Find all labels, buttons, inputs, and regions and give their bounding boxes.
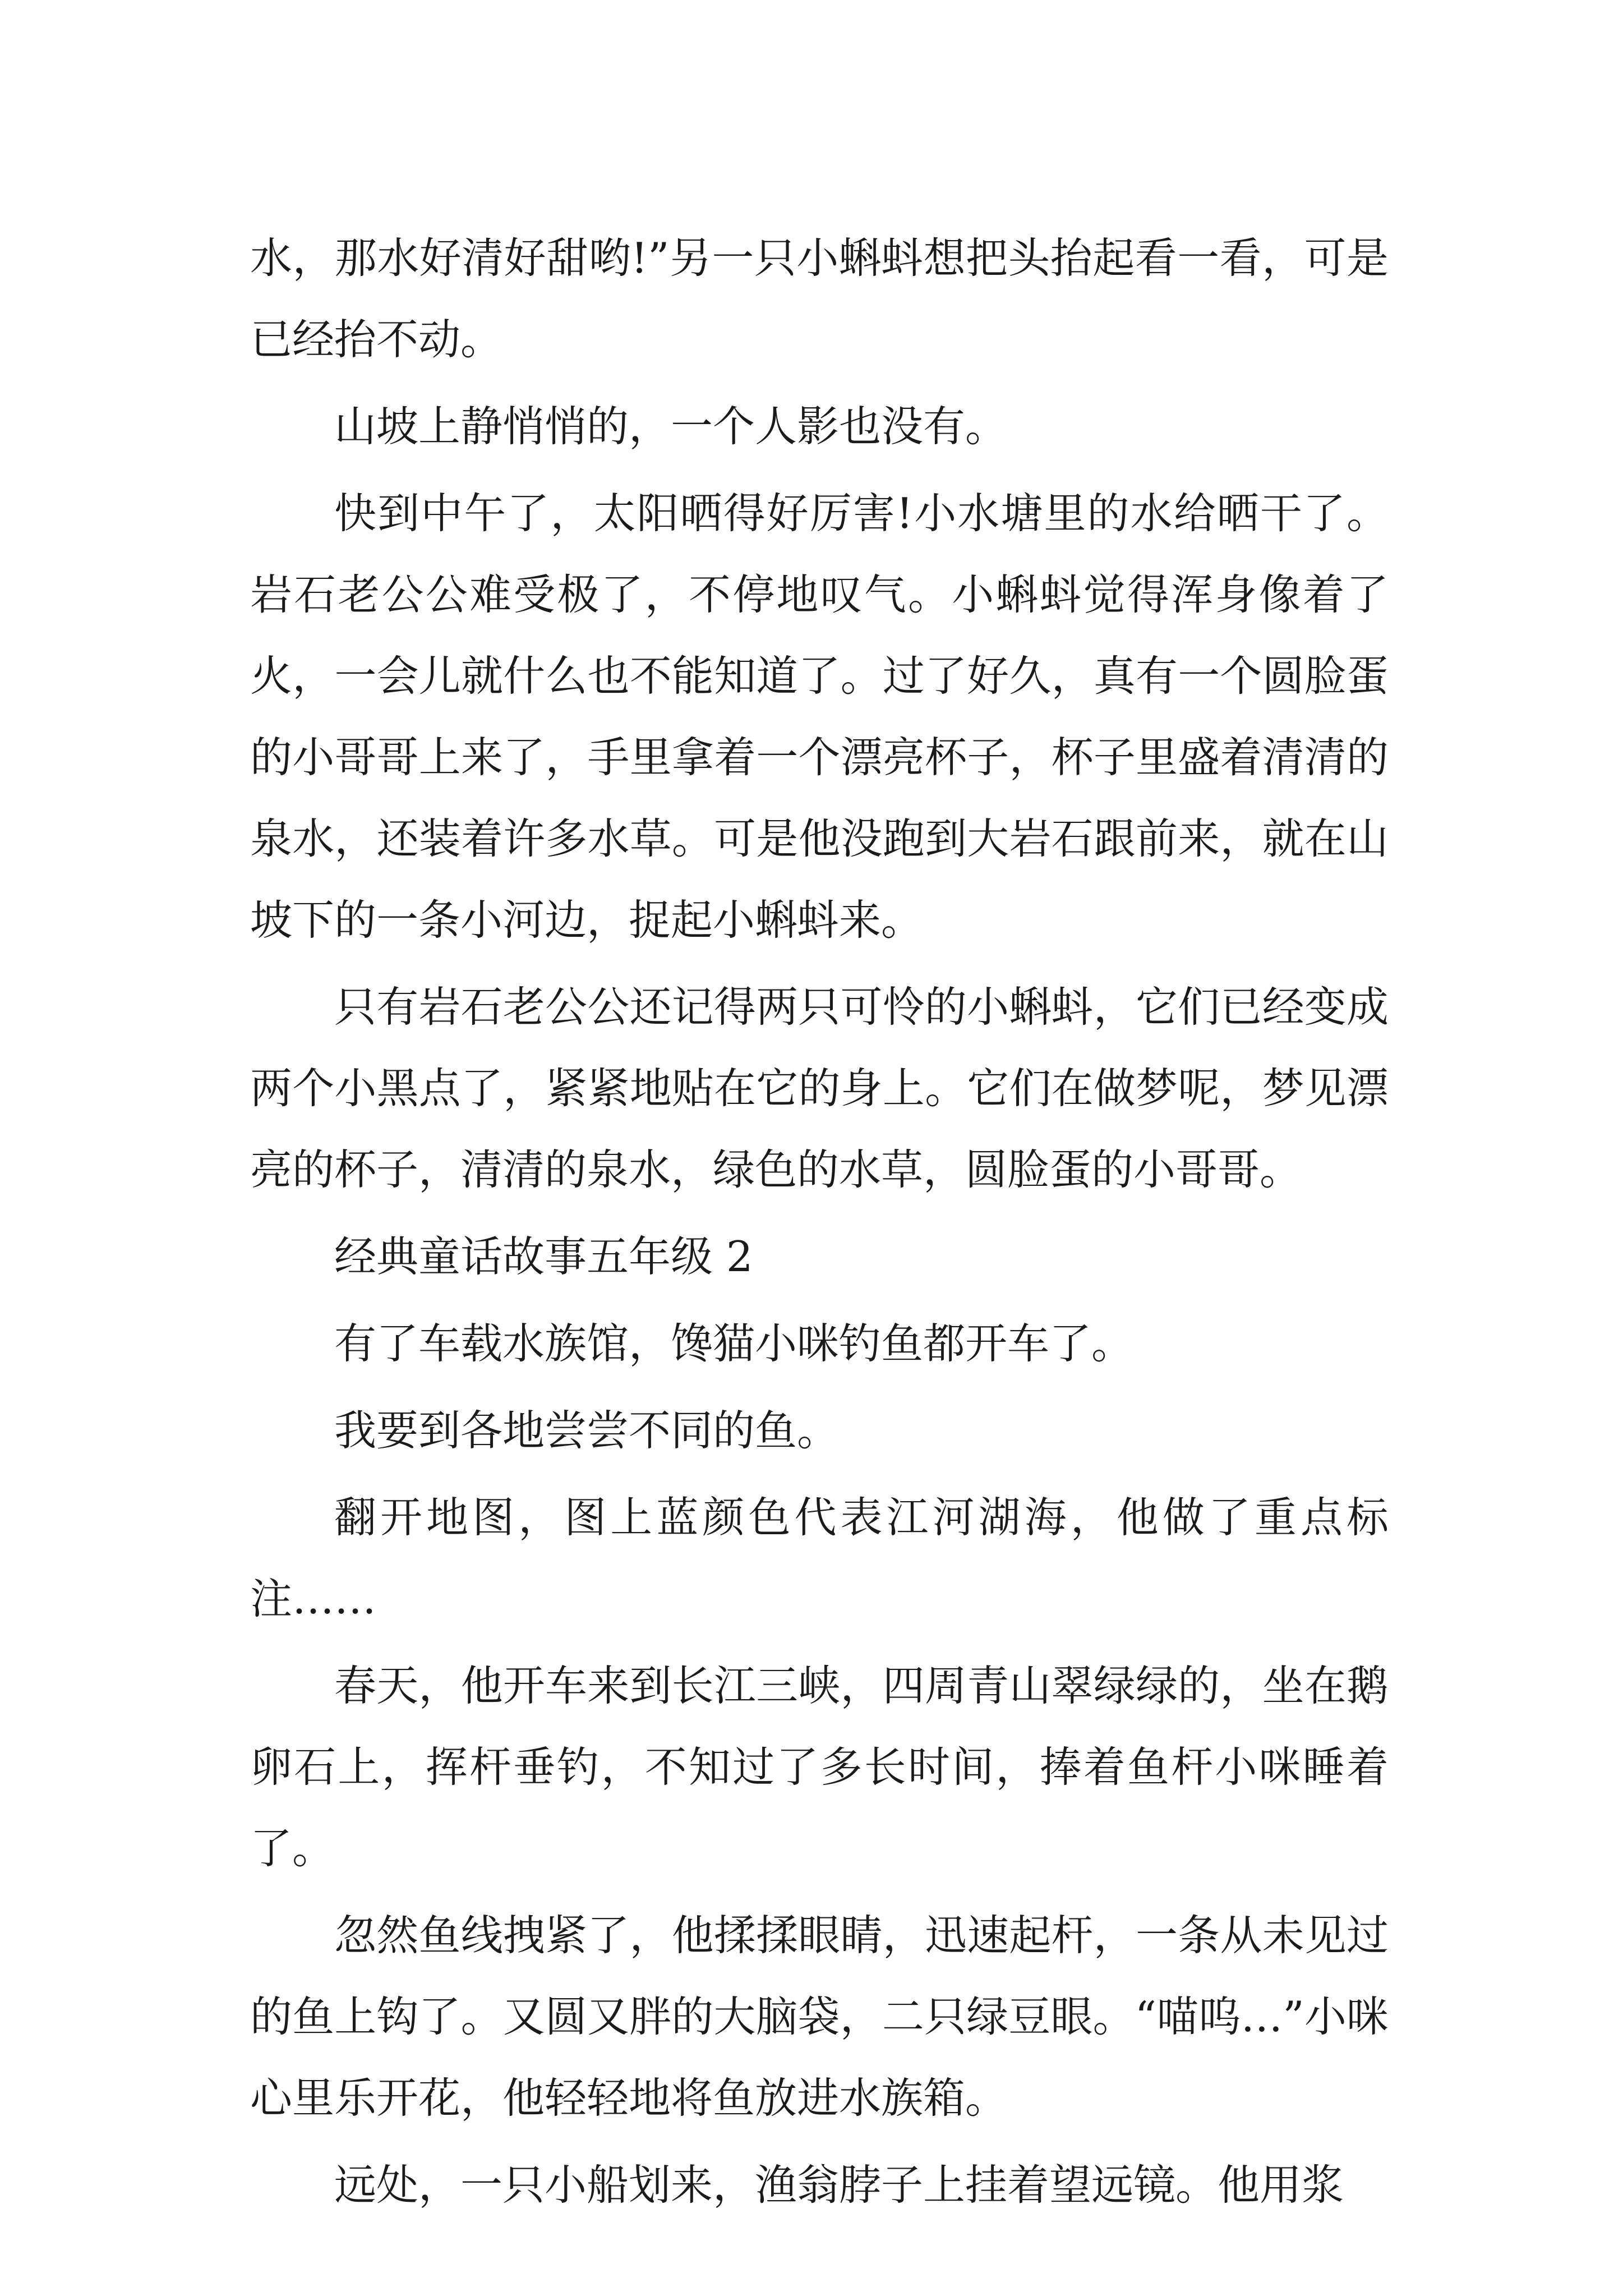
paragraph: 有了车载水族馆，馋猫小咪钓鱼都开车了。 (334, 1319, 1134, 1368)
paragraph: 我要到各地尝尝不同的鱼。 (334, 1406, 840, 1455)
paragraph: 只有岩石老公公还记得两只可怜的小蝌蚪，它们已经变成两个小黑点了，紧紧地贴在它的身上。它们在做梦呢，梦见漂亮的杯子，清清的泉水，绿色的水草，圆脸蛋的小哥哥。 (250, 982, 1389, 1194)
paragraph: 山坡上静悄悄的，一个人影也没有。 (334, 402, 1008, 451)
paragraph: 忽然鱼线拽紧了，他揉揉眼睛，迅速起杆，一条从未见过的鱼上钩了。又圆又胖的大脑袋，二只绿豆眼。“喵呜…”小咪心里乐开花，他轻轻地将鱼放进水族箱。 (250, 1911, 1389, 2123)
paragraph: 快到中午了，太阳晒得好厉害!小水塘里的水给晒干了。岩石老公公难受极了，不停地叹气。小蝌蚪觉得浑身像着了火，一会儿就什么也不能知道了。过了好久，真有一个圆脸蛋的小哥哥上来了，手里拿着一个漂亮杯子，杯子里盛着清清的泉水，还装着许多水草。可是他没跑到大岩石跟前来，就在山坡下的一条小河边，捉起小蝌蚪来。 (250, 489, 1389, 945)
paragraph: 水，那水好清好甜哟!”另一只小蝌蚪想把头抬起看一看，可是已经抬不动。 (250, 233, 1389, 364)
body-text (250, 218, 1389, 2231)
section-heading: 经典童话故事五年级 2 (334, 1232, 753, 1281)
paragraph: 远处，一只小船划来，渔翁脖子上挂着望远镜。他用浆 (334, 2160, 1344, 2210)
paragraph: 春天，他开车来到长江三峡，四周青山翠绿绿的，坐在鹅卵石上，挥杆垂钓，不知过了多长时间，捧着鱼杆小咪睡着了。 (250, 1661, 1389, 1873)
paragraph: 翻开地图，图上蓝颜色代表江河湖海，他做了重点标注…… (250, 1493, 1389, 1623)
